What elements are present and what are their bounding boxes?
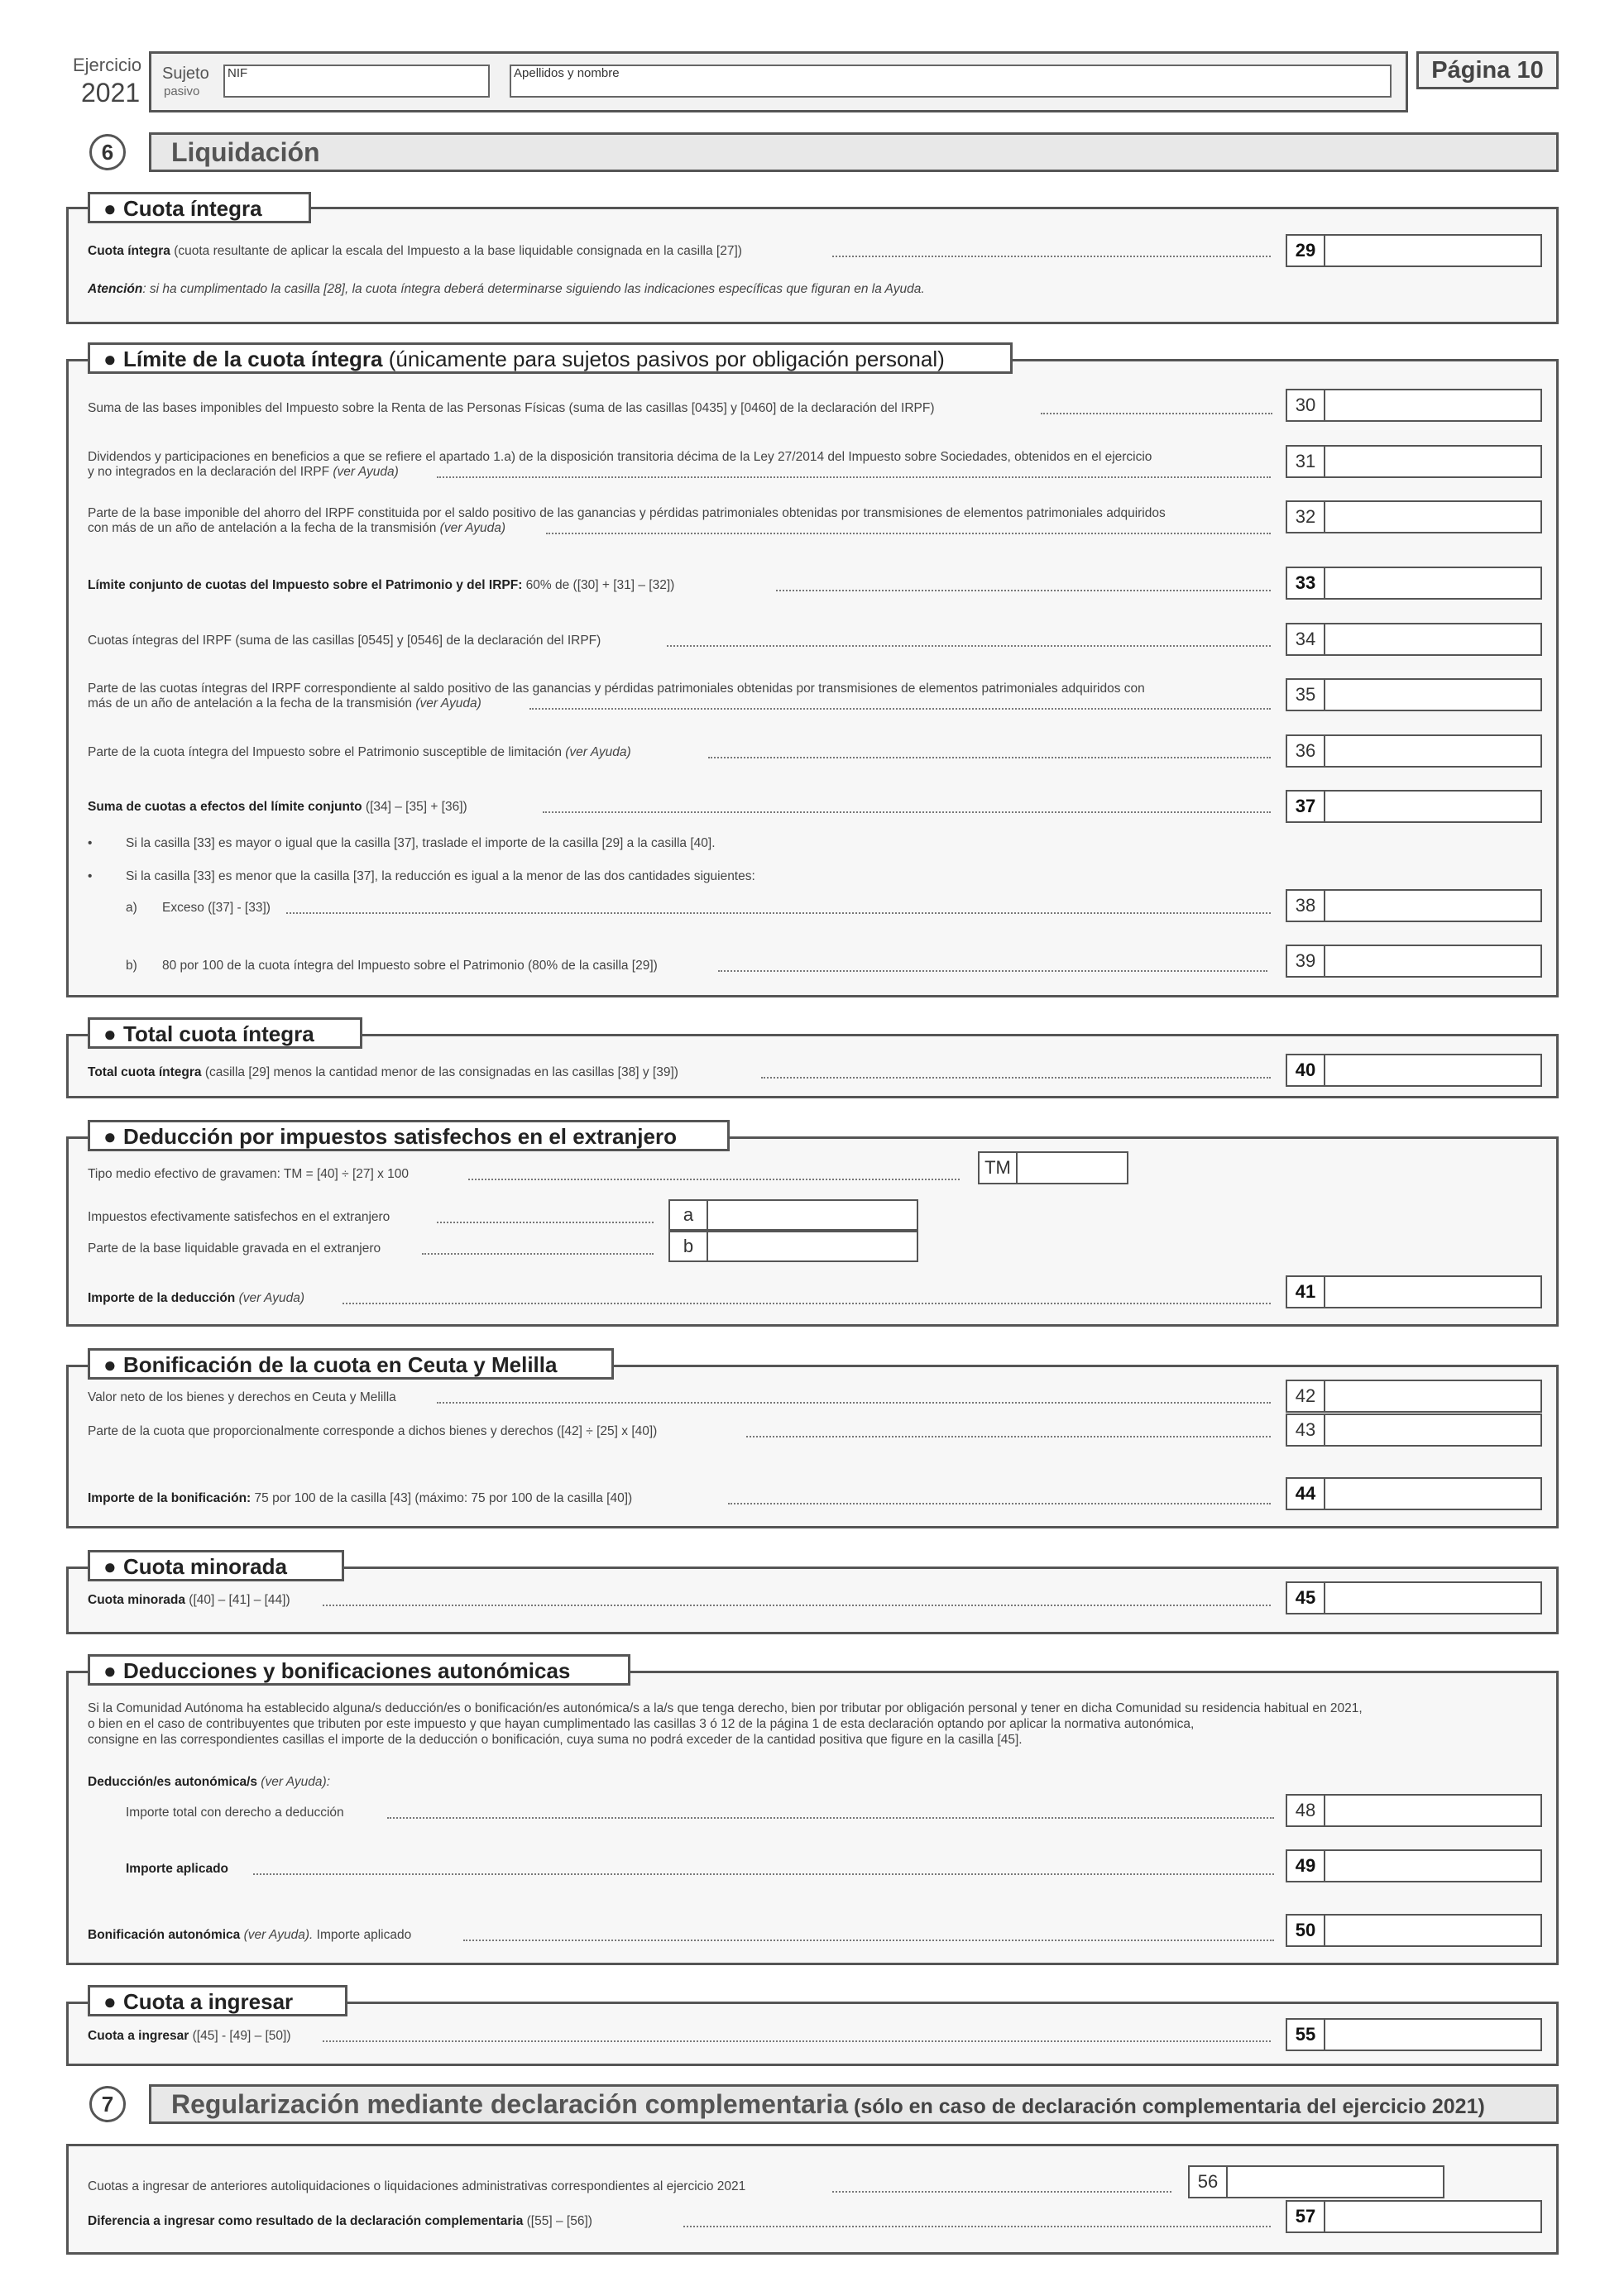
box-56: 56 <box>1188 2165 1228 2198</box>
line-48: Importe total con derecho a deducción <box>126 1806 344 1820</box>
nif-field[interactable] <box>223 65 490 98</box>
importe-deduccion: Importe de la deducción (ver Ayuda) <box>88 1291 304 1305</box>
nif-label: NIF <box>228 66 248 80</box>
box-35: 35 <box>1286 678 1325 711</box>
box-55: 55 <box>1286 2018 1325 2051</box>
auton-p3: consigne en las correspondientes casillas el importe de la deducción o bonificación, cuya suma no podrá exceder de la cantidad positiva que figure en la casilla [45]. <box>88 1733 1023 1747</box>
line-b: Parte de la base liquidable gravada en el extranjero <box>88 1241 381 1256</box>
box-48-field[interactable] <box>1325 1794 1542 1827</box>
box-34: 34 <box>1286 623 1325 656</box>
box-39: 39 <box>1286 945 1325 978</box>
line-31a: Dividendos y participaciones en beneficios a que se refiere el apartado 1.a) de la disposición transitoria décima de la Ley 27/2014 del Impuesto sobre Sociedades, obtenidos en el ejercicio <box>88 450 1152 464</box>
box-43-field[interactable] <box>1325 1413 1542 1447</box>
box-34-field[interactable] <box>1325 623 1542 656</box>
box-45-field[interactable] <box>1325 1581 1542 1614</box>
pasivo-label: pasivo <box>164 84 200 98</box>
option-b-letter: b) <box>126 959 137 973</box>
minorada-line: Cuota minorada ([40] – [41] – [44]) <box>88 1593 290 1607</box>
limite-title: ● Límite de la cuota íntegra (únicamente para sujetos pasivos por obligación personal) <box>88 342 1013 374</box>
box-36-field[interactable] <box>1325 734 1542 768</box>
box-b-field[interactable] <box>708 1231 918 1262</box>
apellidos-field[interactable] <box>510 65 1392 98</box>
cuota-integra-title: ● Cuota íntegra <box>88 192 311 223</box>
page-label: Página 10 <box>1416 51 1559 89</box>
line-50: Bonificación autonómica (ver Ayuda). Importe aplicado <box>88 1928 412 1942</box>
apellidos-label: Apellidos y nombre <box>514 66 620 80</box>
ingresar-title: ● Cuota a ingresar <box>88 1985 347 2016</box>
box-55-field[interactable] <box>1325 2018 1542 2051</box>
line-34: Cuotas íntegras del IRPF (suma de las casillas [0545] y [0546] de la declaración del IRPF) <box>88 634 601 648</box>
deduccion-autonomica-label: Deducción/es autonómica/s (ver Ayuda): <box>88 1775 331 1789</box>
box-56-field[interactable] <box>1228 2165 1444 2198</box>
box-36: 36 <box>1286 734 1325 768</box>
line-32b: con más de un año de antelación a la fecha de la transmisión (ver Ayuda) <box>88 521 506 535</box>
box-37: 37 <box>1286 790 1325 823</box>
box-29: 29 <box>1286 234 1325 267</box>
box-49: 49 <box>1286 1849 1325 1882</box>
box-40: 40 <box>1286 1054 1325 1087</box>
box-31: 31 <box>1286 445 1325 478</box>
box-b: b <box>668 1231 708 1262</box>
line-57: Diferencia a ingresar como resultado de la declaración complementaria ([55] – [56]) <box>88 2214 592 2228</box>
option-b: 80 por 100 de la cuota íntegra del Impuesto sobre el Patrimonio (80% de la casilla [29]) <box>162 959 658 973</box>
ingresar-line: Cuota a ingresar ([45] - [49] – [50]) <box>88 2029 291 2043</box>
section-7-title: Regularización mediante declaración complementaria (sólo en caso de declaración complementaria del ejercicio 2021) <box>149 2084 1559 2124</box>
cuota-integra-line: Cuota íntegra (cuota resultante de aplicar la escala del Impuesto a la base liquidable consignada en la casilla [27]) <box>88 244 742 258</box>
box-45: 45 <box>1286 1581 1325 1614</box>
sujeto-label: Sujeto <box>162 65 209 83</box>
box-49-field[interactable] <box>1325 1849 1542 1882</box>
bullet-2: Si la casilla [33] es menor que la casilla [37], la reducción es igual a la menor de las dos cantidades siguientes: <box>126 869 755 883</box>
box-32-field[interactable] <box>1325 500 1542 533</box>
deduccion-title: ● Deducción por impuestos satisfechos en el extranjero <box>88 1120 730 1151</box>
section-6-number: 6 <box>89 134 126 170</box>
bullet-1: Si la casilla [33] es mayor o igual que la casilla [37], traslade el importe de la casilla [29] a la casilla [40]. <box>126 836 716 850</box>
box-39-field[interactable] <box>1325 945 1542 978</box>
box-38-field[interactable] <box>1325 889 1542 922</box>
box-a-field[interactable] <box>708 1199 918 1231</box>
section-7-box <box>66 2144 1559 2255</box>
line-30: Suma de las bases imponibles del Impuesto sobre la Renta de las Personas Físicas (suma de las casillas [0435] y [0460] de la declaración del IRPF) <box>88 401 935 415</box>
box-tm-field[interactable] <box>1018 1151 1128 1184</box>
option-a-letter: a) <box>126 901 137 915</box>
ejercicio-label: Ejercicio <box>73 55 142 75</box>
box-31-field[interactable] <box>1325 445 1542 478</box>
year: 2021 <box>81 78 141 108</box>
box-41-field[interactable] <box>1325 1275 1542 1308</box>
box-35-field[interactable] <box>1325 678 1542 711</box>
box-41: 41 <box>1286 1275 1325 1308</box>
box-33-field[interactable] <box>1325 567 1542 600</box>
box-42: 42 <box>1286 1380 1325 1413</box>
box-30: 30 <box>1286 389 1325 422</box>
box-40-field[interactable] <box>1325 1054 1542 1087</box>
line-35a: Parte de las cuotas íntegras del IRPF correspondiente al saldo positivo de las ganancias y pérdidas patrimoniales obtenidas por transmisiones de elementos patrimoniales adquiridos con <box>88 682 1145 696</box>
line-44: Importe de la bonificación: 75 por 100 de la casilla [43] (máximo: 75 por 100 de la casilla [40]) <box>88 1491 633 1505</box>
line-43: Parte de la cuota que proporcionalmente corresponde a dichos bienes y derechos ([42] ÷ [25] x [40]) <box>88 1424 658 1438</box>
tm-line: Tipo medio efectivo de gravamen: TM = [40] ÷ [27] x 100 <box>88 1167 410 1181</box>
line-49: Importe aplicado <box>126 1862 229 1876</box>
line-37: Suma de cuotas a efectos del límite conjunto ([34] – [35] + [36]) <box>88 800 467 814</box>
box-tm: TM <box>978 1151 1018 1184</box>
box-29-field[interactable] <box>1325 234 1542 267</box>
atencion-note: Atención: si ha cumplimentado la casilla [28], la cuota íntegra deberá determinarse siguiendo las indicaciones específicas que figuran en la Ayuda. <box>88 282 925 296</box>
autonomicas-title: ● Deducciones y bonificaciones autonómicas <box>88 1654 630 1686</box>
line-56: Cuotas a ingresar de anteriores autoliquidaciones o liquidaciones administrativas correspondientes al ejercicio 2021 <box>88 2179 746 2193</box>
box-33: 33 <box>1286 567 1325 600</box>
line-33: Límite conjunto de cuotas del Impuesto sobre el Patrimonio y del IRPF: 60% de ([30] + [31] – [32]) <box>88 578 675 592</box>
box-44: 44 <box>1286 1477 1325 1510</box>
box-50-field[interactable] <box>1325 1914 1542 1947</box>
option-a: Exceso ([37] - [33]) <box>162 901 271 915</box>
line-32a: Parte de la base imponible del ahorro del IRPF constituida por el saldo positivo de las ganancias y pérdidas patrimoniales obtenidas por transmisiones de elementos patrimoniales adquiridos <box>88 506 1166 520</box>
box-32: 32 <box>1286 500 1325 533</box>
total-title: ● Total cuota íntegra <box>88 1017 362 1049</box>
box-38: 38 <box>1286 889 1325 922</box>
box-44-field[interactable] <box>1325 1477 1542 1510</box>
line-31b: y no integrados en la declaración del IRPF (ver Ayuda) <box>88 465 399 479</box>
box-48: 48 <box>1286 1794 1325 1827</box>
box-50: 50 <box>1286 1914 1325 1947</box>
box-43: 43 <box>1286 1413 1325 1447</box>
line-35b: más de un año de antelación a la fecha de la transmisión (ver Ayuda) <box>88 696 481 710</box>
section-7-number: 7 <box>89 2086 126 2122</box>
box-a: a <box>668 1199 708 1231</box>
total-line: Total cuota íntegra (casilla [29] menos la cantidad menor de las consignadas en las casillas [38] y [39]) <box>88 1065 678 1079</box>
line-a: Impuestos efectivamente satisfechos en el extranjero <box>88 1210 390 1224</box>
bonif-title: ● Bonificación de la cuota en Ceuta y Melilla <box>88 1348 614 1380</box>
box-57: 57 <box>1286 2200 1325 2233</box>
auton-p1: Si la Comunidad Autónoma ha establecido alguna/s deducción/es o bonificación/es autonómica/s a la/s que tenga derecho, bien por tributar por obligación personal y tener en dicha Comunidad su residencia habitual en 2021, <box>88 1701 1363 1715</box>
box-30-field[interactable] <box>1325 389 1542 422</box>
section-6-title: Liquidación <box>149 132 1559 172</box>
line-42: Valor neto de los bienes y derechos en Ceuta y Melilla <box>88 1390 396 1404</box>
auton-p2: o bien en el caso de contribuyentes que tributen por este impuesto y que hayan cumplimentado las casillas 3 ó 12 de la página 1 de esta declaración optando por aplicar la normativa autonómica, <box>88 1717 1195 1731</box>
line-36: Parte de la cuota íntegra del Impuesto sobre el Patrimonio susceptible de limitación (ver Ayuda) <box>88 745 631 759</box>
box-37-field[interactable] <box>1325 790 1542 823</box>
box-42-field[interactable] <box>1325 1380 1542 1413</box>
minorada-title: ● Cuota minorada <box>88 1550 344 1581</box>
box-57-field[interactable] <box>1325 2200 1542 2233</box>
